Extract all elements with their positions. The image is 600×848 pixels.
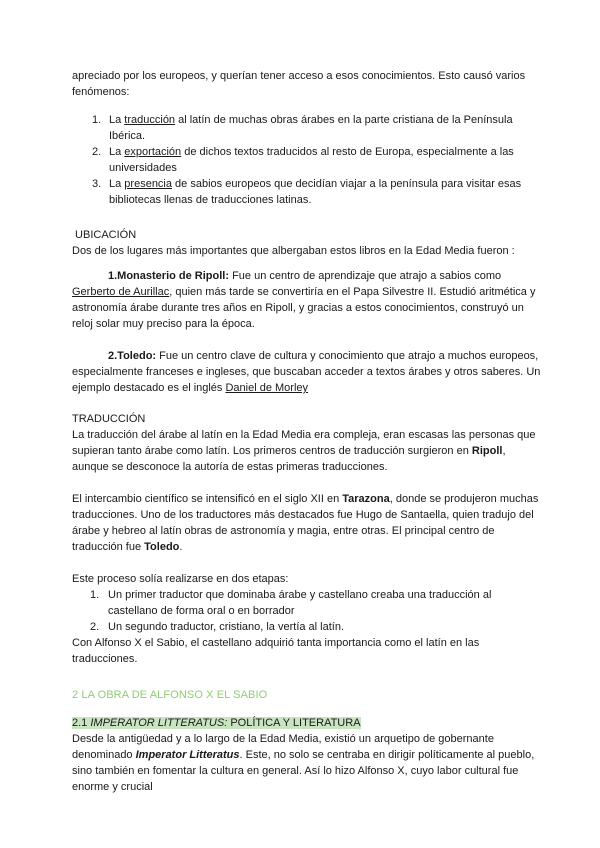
subsection-italic: IMPERATOR LITTERATUS:: [90, 717, 228, 729]
list-item: [72, 619, 542, 635]
list-item: [72, 176, 542, 208]
underlined-term: traducción: [124, 114, 176, 126]
gerberto-link[interactable]: Gerberto de Aurillac: [72, 286, 170, 298]
list-text: de sabios europeos que decidían viajar a la península para visitar esas bibliotecas llenas de traducciones latinas.: [109, 178, 522, 206]
traduccion-paragraph-2: [72, 491, 542, 555]
list-item: [72, 144, 542, 176]
underlined-term: exportación: [124, 146, 182, 158]
bold-term: Tarazona: [342, 493, 390, 505]
list-text: de dichos textos traducidos al resto de Europa, especialmente a las universidades: [109, 146, 514, 174]
toledo-title: 2.Toledo:: [108, 350, 157, 362]
bold-italic-term: Imperator Litteratus: [135, 749, 240, 761]
list-text: La: [109, 114, 125, 126]
list-text: Un segundo traductor, cristiano, la vertía al latín.: [108, 621, 345, 633]
list-item: [72, 587, 542, 619]
list-number: 1.: [90, 589, 100, 601]
intro-paragraph: apreciado por los europeos, y querían tener acceso a esos conocimientos. Esto causó varios fenómenos:: [72, 70, 526, 98]
list-text: Un primer traductor que dominaba árabe y castellano creaba una traducción al castellano de forma oral o en borrador: [108, 589, 492, 617]
phenomena-list: [72, 112, 542, 208]
subsection-highlight: [72, 717, 361, 729]
text-run: La traducción del árabe al latín en la Edad Media era compleja, eran escasas las personas que supieran tanto árabe como latín. Los primeros centros de traducción surgieron en: [72, 429, 536, 457]
ripoll-title: 1.Monasterio de Ripoll:: [108, 270, 230, 282]
ubicacion-text: Dos de los lugares más importantes que albergaban estos libros en la Edad Media fueron :: [72, 245, 515, 257]
toledo-text: Fue un centro clave de cultura y conocimiento que atrajo a muchos europeos, especialmente franceses e ingleses, que buscaban acceder a textos árabes y otros saberes. Un ejemplo destacado es el inglés: [72, 350, 541, 394]
text-run: El intercambio científico se intensificó en el siglo XII en: [72, 493, 343, 505]
traduccion-paragraph-1: [72, 427, 542, 475]
text-run: . Este, no solo se centraba en dirigir políticamente al pueblo, sino también en fomentar la cultura en general. Así lo hizo Alfonso X, cuyo labor cultural fue enorme y crucial: [72, 749, 535, 793]
morley-link[interactable]: Daniel de Morley: [225, 382, 309, 394]
ripoll-paragraph: [72, 268, 542, 332]
traduccion-paragraph-3: Este proceso solía realizarse en dos etapas:: [72, 573, 289, 585]
ripoll-text-2: , quien más tarde se convertiría en el Papa Silvestre II. Estudió aritmética y astronomía árabe durante tres años en Ripoll, y gracias a estos conocimientos, construyó un reloj solar muy preciso para la época.: [72, 286, 536, 330]
list-number: 2.: [90, 621, 100, 633]
list-text: al latín de muchas obras árabes en la parte cristiana de la Península Ibérica.: [109, 114, 513, 142]
subsection-2-1-title: [72, 715, 542, 731]
list-number: 1.: [92, 114, 102, 126]
traduccion-heading: TRADUCCIÓN: [72, 413, 146, 425]
list-text: La: [109, 178, 125, 190]
steps-list: [72, 587, 542, 635]
list-number: 2.: [92, 146, 102, 158]
text-run: , donde se produjeron muchas traducciones. Uno de los traductores más destacados fue Hugo de Santaella, quien tradujo del árabe y hebreo al latín obras de astronomía y magia, entre otras. El principal centro de traducción fue: [72, 493, 539, 553]
traduccion-paragraph-4: Con Alfonso X el Sabio, el castellano adquirió tanta importancia como el latín en las traducciones.: [72, 637, 480, 665]
ubicacion-heading: UBICACIÓN: [72, 229, 137, 241]
underlined-term: presencia: [124, 178, 172, 190]
text-run: , aunque se desconoce la autoría de estas primeras traducciones.: [72, 445, 506, 473]
subsection-number: 2.1: [72, 717, 91, 729]
section-2-title: 2 LA OBRA DE ALFONSO X EL SABIO: [72, 689, 268, 701]
bold-term: Toledo: [144, 541, 180, 553]
list-item: [72, 112, 542, 144]
section-2-paragraph: [72, 731, 542, 795]
list-text: La: [109, 146, 125, 158]
subsection-rest: POLÍTICA Y LITERATURA: [227, 717, 361, 729]
toledo-paragraph: [72, 348, 542, 396]
bold-term: Ripoll: [471, 445, 503, 457]
ripoll-text: Fue un centro de aprendizaje que atrajo a sabios como: [229, 270, 502, 282]
text-run: Desde la antigüedad y a lo largo de la Edad Media, existió un arquetipo de gobernante denominado: [72, 733, 494, 761]
text-run: .: [179, 541, 183, 553]
list-number: 3.: [92, 178, 102, 190]
document-page: [72, 68, 542, 795]
